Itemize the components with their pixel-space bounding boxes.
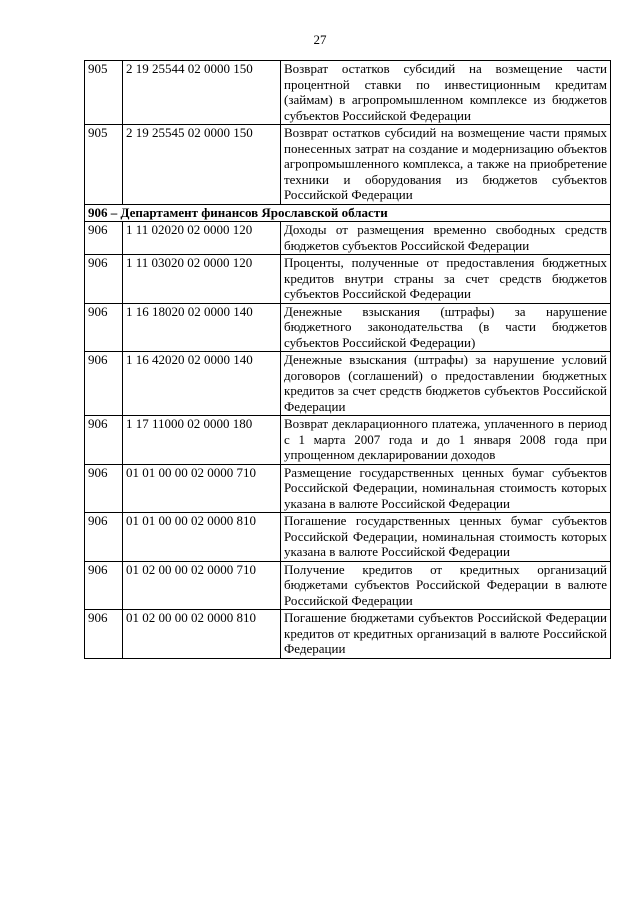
table-row	[85, 610, 611, 659]
classification-code-cell: 01 02 00 00 02 0000 810	[123, 610, 281, 659]
income-name-cell: Возврат декларационного платежа, уплаченного в период с 1 марта 2007 года и до 1 января 2008 года при упрощенном декларировании доходов	[281, 416, 611, 465]
classification-code-cell: 1 16 18020 02 0000 140	[123, 303, 281, 352]
income-name-cell: Доходы от размещения временно свободных средств бюджетов субъектов Российской Федерации	[281, 222, 611, 255]
income-name-cell: Погашение бюджетами субъектов Российской Федерации кредитов от кредитных организаций в валюте Российской Федерации	[281, 610, 611, 659]
admin-code-cell: 906	[85, 303, 123, 352]
table-row	[85, 561, 611, 610]
classification-code-cell: 2 19 25545 02 0000 150	[123, 125, 281, 205]
income-name-cell: Денежные взыскания (штрафы) за нарушение условий договоров (соглашений) о предоставлении бюджетных кредитов за счет средств бюджетов субъектов Российской Федерации	[281, 352, 611, 416]
income-name-cell: Возврат остатков субсидий на возмещение части процентной ставки по инвестиционным кредитам (займам) в агропромышленном комплексе из бюджетов субъектов Российской Федерации	[281, 61, 611, 125]
income-name-cell: Проценты, полученные от предоставления бюджетных кредитов внутри страны за счет средств бюджетов субъектов Российской Федерации	[281, 255, 611, 304]
classification-code-cell: 2 19 25544 02 0000 150	[123, 61, 281, 125]
admin-code-cell: 906	[85, 513, 123, 562]
table-row	[85, 61, 611, 125]
classification-code-cell: 1 16 42020 02 0000 140	[123, 352, 281, 416]
income-name-cell: Получение кредитов от кредитных организаций бюджетами субъектов Российской Федерации в валюте Российской Федерации	[281, 561, 611, 610]
income-name-cell: Денежные взыскания (штрафы) за нарушение бюджетного законодательства (в части бюджетов субъектов Российской Федерации)	[281, 303, 611, 352]
admin-code-cell: 906	[85, 464, 123, 513]
classification-code-cell: 1 11 02020 02 0000 120	[123, 222, 281, 255]
classification-code-cell: 1 11 03020 02 0000 120	[123, 255, 281, 304]
income-name-cell: Погашение государственных ценных бумаг субъектов Российской Федерации, номинальная стоимость которых указана в валюте Российской Федерации	[281, 513, 611, 562]
section-title: 906 – Департамент финансов Ярославской области	[85, 204, 611, 222]
table-row	[85, 352, 611, 416]
admin-code-cell: 906	[85, 352, 123, 416]
table-row	[85, 222, 611, 255]
page-number: 27	[313, 32, 327, 47]
table-row	[85, 464, 611, 513]
admin-code-cell: 906	[85, 561, 123, 610]
classification-code-cell: 01 01 00 00 02 0000 710	[123, 464, 281, 513]
section-header-row	[85, 204, 611, 222]
admin-code-cell: 905	[85, 61, 123, 125]
budget-code-table	[84, 60, 611, 659]
table-row	[85, 303, 611, 352]
classification-code-cell: 01 02 00 00 02 0000 710	[123, 561, 281, 610]
admin-code-cell: 906	[85, 255, 123, 304]
classification-code-cell: 01 01 00 00 02 0000 810	[123, 513, 281, 562]
table-row	[85, 125, 611, 205]
classification-code-cell: 1 17 11000 02 0000 180	[123, 416, 281, 465]
admin-code-cell: 905	[85, 125, 123, 205]
income-name-cell: Возврат остатков субсидий на возмещение части прямых понесенных затрат на создание и модернизацию объектов агропромышленного комплекса, а также на приобретение техники и оборудования из бюджетов субъектов Российской Федерации	[281, 125, 611, 205]
income-name-cell: Размещение государственных ценных бумаг субъектов Российской Федерации, номинальная стоимость которых указана в валюте Российской Федерации	[281, 464, 611, 513]
table-row	[85, 255, 611, 304]
admin-code-cell: 906	[85, 610, 123, 659]
table-row	[85, 416, 611, 465]
table-row	[85, 513, 611, 562]
admin-code-cell: 906	[85, 222, 123, 255]
admin-code-cell: 906	[85, 416, 123, 465]
